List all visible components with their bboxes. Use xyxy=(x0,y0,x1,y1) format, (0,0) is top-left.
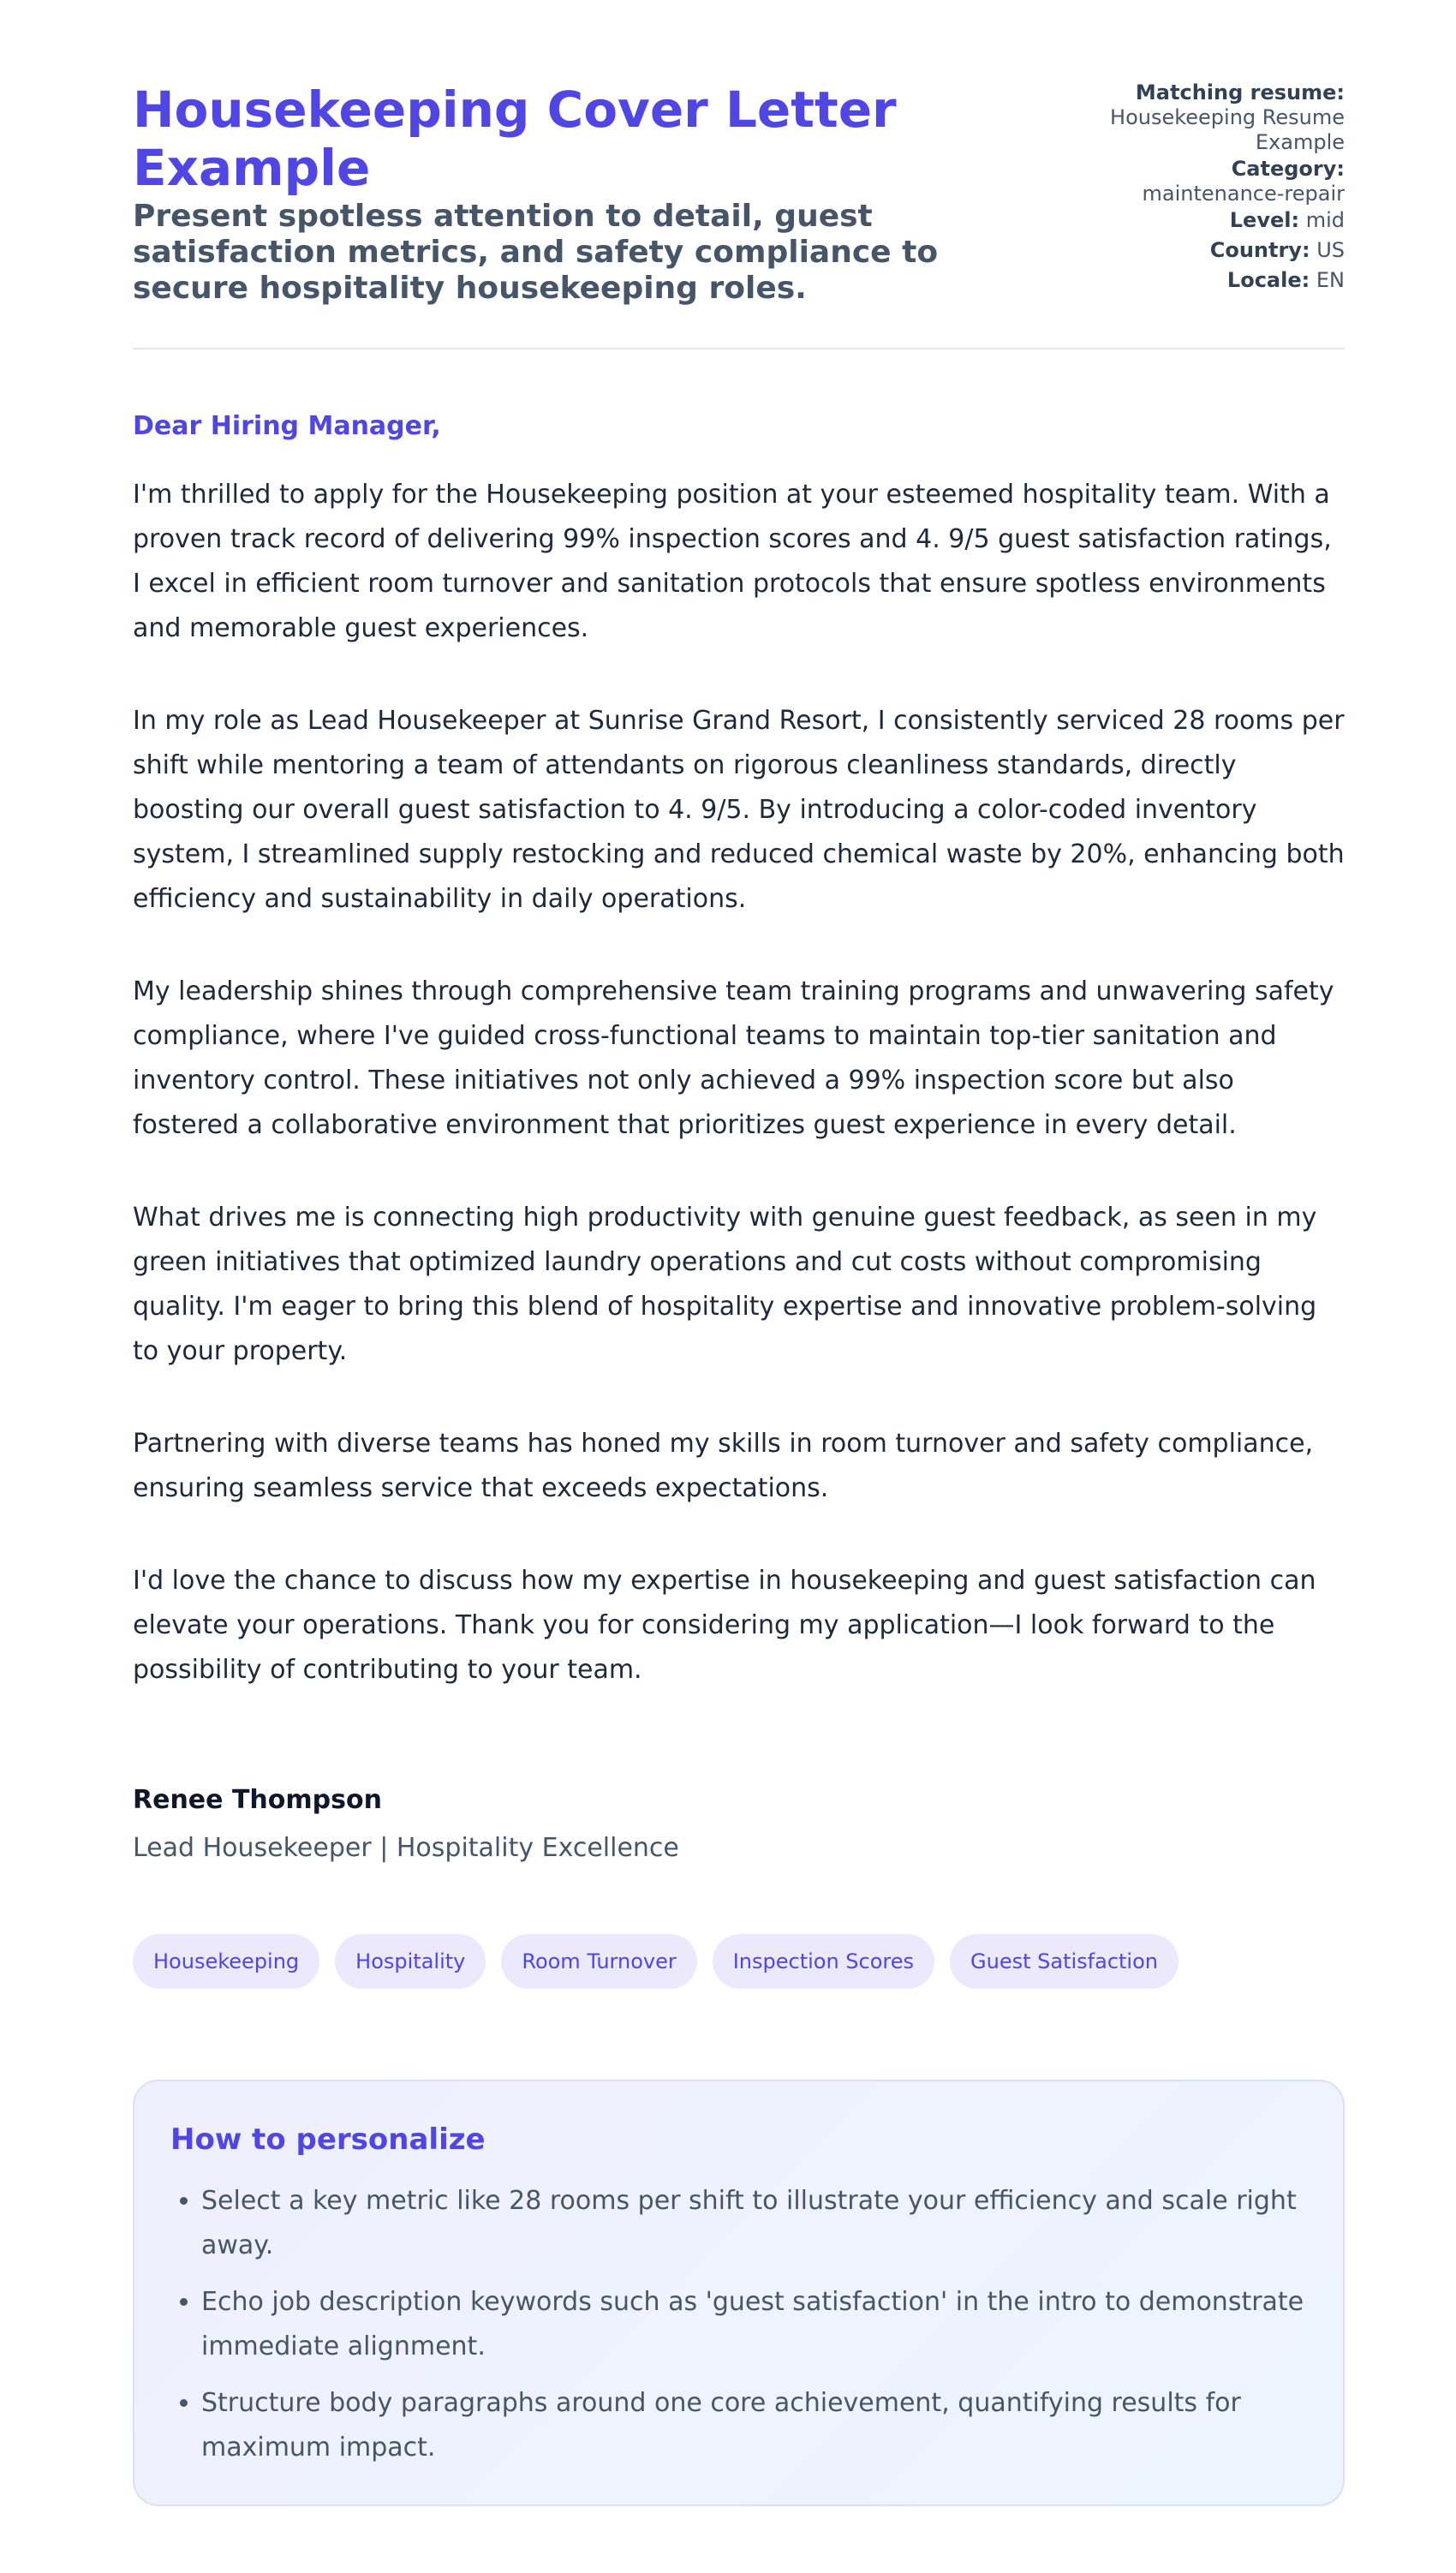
letter-paragraph: My leadership shines through comprehensive team training programs and unwavering safety compliance, where I've guided cross-functional teams to maintain top-tier sanitation and inventory control. These initiatives not only achieved a 99% inspection score but also fostered a collaborative environment that prioritizes guest experience in every detail. xyxy=(133,976,1334,1140)
meta-country-value: US xyxy=(1316,238,1345,262)
meta-matching-resume-value: Housekeeping Resume Example xyxy=(1110,105,1345,154)
meta-level-value: mid xyxy=(1305,208,1345,232)
meta-locale-label: Locale: xyxy=(1226,268,1310,292)
meta-matching-resume xyxy=(1071,81,1345,155)
meta-panel xyxy=(1071,81,1345,298)
page-header xyxy=(133,0,1345,349)
meta-country-label: Country: xyxy=(1209,238,1310,262)
tips-list xyxy=(170,2179,1307,2470)
letter-paragraph: Partnering with diverse teams has honed my skills in room turnover and safety compliance, ensuring seamless service that exceeds expectations. xyxy=(133,1429,1314,1503)
tag-housekeeping[interactable]: Housekeeping xyxy=(133,1934,319,1989)
meta-locale xyxy=(1071,268,1345,293)
page-subtitle: Present spotless attention to detail, guest satisfaction metrics, and safety compliance to secure hospitality housekeeping roles. xyxy=(133,199,939,306)
personalize-tips-box xyxy=(133,2080,1345,2506)
meta-matching-resume-label: Matching resume: xyxy=(1135,81,1345,104)
tip-item: • Echo job description keywords such as 'guest satisfaction' in the intro to demonstrate immediate alignment. xyxy=(201,2280,1307,2369)
meta-level xyxy=(1071,208,1345,233)
meta-category-value: maintenance-repair xyxy=(1142,182,1345,206)
signature-title: Lead Housekeeper | Hospitality Excellence xyxy=(133,1833,679,1863)
signature-name: Renee Thompson xyxy=(133,1785,382,1815)
letter-paragraph: In my role as Lead Housekeeper at Sunrise Grand Resort, I consistently serviced 28 rooms per shift while mentoring a team of attendants on rigorous cleanliness standards, directly boosting our overall guest satisfaction to 4. 9/5. By introducing a color-coded inventory system, I streamlined supply restocking and reduced chemical waste by 20%, enhancing both efficiency and sustainability in daily operations. xyxy=(133,706,1345,914)
tip-item: • Select a key metric like 28 rooms per shift to illustrate your efficiency and scale right away. xyxy=(201,2179,1307,2268)
meta-category-label: Category: xyxy=(1231,157,1345,181)
page-title: Housekeeping Cover Letter Example xyxy=(133,81,897,197)
tag-list xyxy=(133,1934,1345,1989)
signature-block xyxy=(133,1783,1345,1866)
letter-paragraph: I'd love the chance to discuss how my expertise in housekeeping and guest satisfaction can elevate your operations. Thank you for considering my application—I look forward to the possibility of contributing to your team. xyxy=(133,1566,1316,1685)
tag-guest-satisfaction[interactable]: Guest Satisfaction xyxy=(950,1934,1179,1989)
greeting: Dear Hiring Manager, xyxy=(133,411,441,441)
tag-inspection-scores[interactable]: Inspection Scores xyxy=(713,1934,934,1989)
meta-category xyxy=(1071,157,1345,206)
cover-letter-page xyxy=(133,0,1345,2506)
meta-country xyxy=(1071,238,1345,263)
tips-title: How to personalize xyxy=(170,2122,486,2157)
letter-paragraph: What drives me is connecting high productivity with genuine guest feedback, as seen in my green initiatives that optimized laundry operations and cut costs without compromising quality. I'm eager to bring this blend of hospitality expertise and innovative problem-solving to your property. xyxy=(133,1203,1317,1366)
title-block xyxy=(133,81,989,307)
letter-body xyxy=(133,409,1345,1692)
tag-hospitality[interactable]: Hospitality xyxy=(335,1934,486,1989)
tag-room-turnover[interactable]: Room Turnover xyxy=(501,1934,696,1989)
meta-locale-value: EN xyxy=(1316,268,1345,292)
letter-paragraph: I'm thrilled to apply for the Housekeeping position at your esteemed hospitality team. With a proven track record of delivering 99% inspection scores and 4. 9/5 guest satisfaction ratings, I excel in efficient room turnover and sanitation protocols that ensure spotless environments and memorable guest experiences. xyxy=(133,480,1332,643)
meta-level-label: Level: xyxy=(1229,208,1300,232)
tip-item: • Structure body paragraphs around one core achievement, quantifying results for maximum impact. xyxy=(201,2381,1307,2470)
